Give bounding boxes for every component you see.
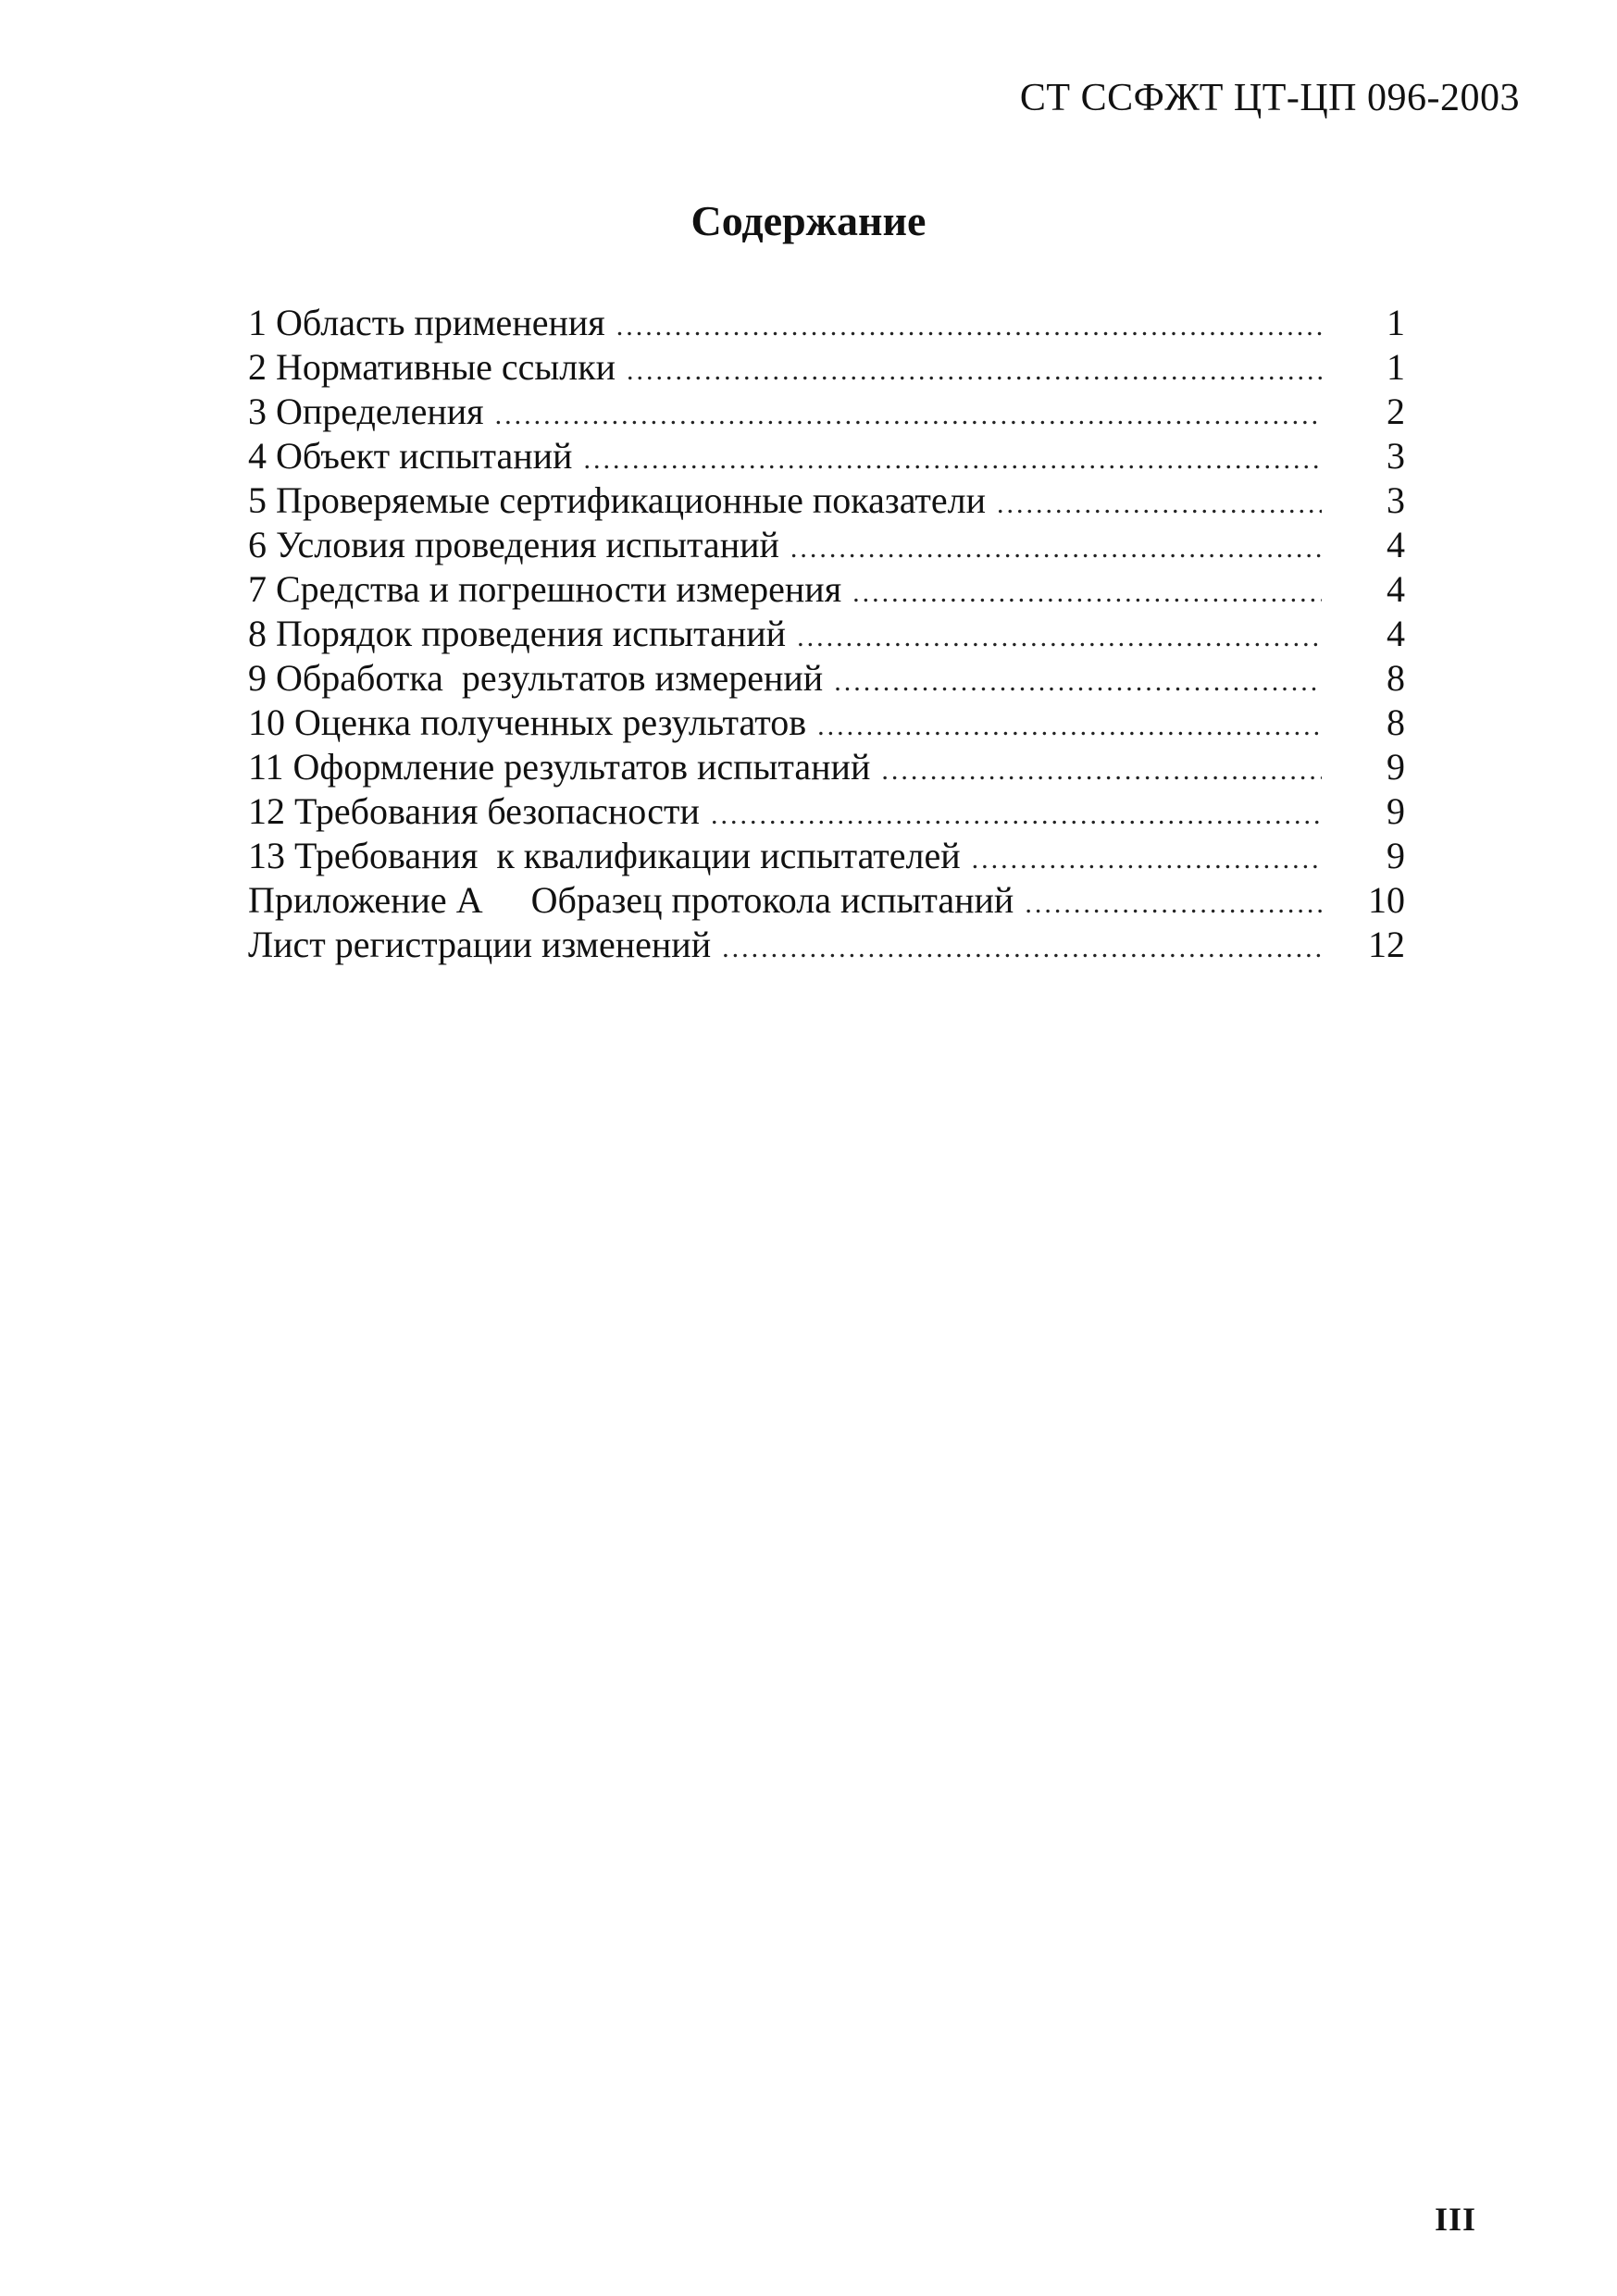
toc-entry-page: 1	[1387, 302, 1405, 343]
toc-leader-dots	[627, 349, 1322, 393]
toc-entry-page: 9	[1387, 790, 1405, 832]
toc-entry-label	[248, 878, 1025, 923]
toc-entry-label: 12 Требования безопасности	[248, 790, 700, 832]
toc-entry	[248, 567, 1405, 612]
table-of-contents	[248, 301, 1405, 967]
toc-entry-page: 2	[1387, 391, 1405, 432]
toc-leader-dots	[722, 926, 1322, 971]
toc-leader-dots	[881, 749, 1322, 793]
toc-entry-label: 11 Оформление результатов испытаний	[248, 746, 871, 788]
toc-entry	[248, 834, 1405, 878]
toc-entry	[248, 789, 1405, 834]
toc-entry	[248, 434, 1405, 478]
toc-leader-dots	[817, 704, 1322, 749]
toc-entry-page: 12	[1368, 924, 1405, 965]
toc-entry-page: 8	[1387, 657, 1405, 699]
toc-title: Содержание	[690, 197, 927, 244]
toc-leader-dots	[790, 527, 1322, 571]
toc-entry-page: 4	[1387, 568, 1405, 610]
toc-entry-label: 6 Условия проведения испытаний	[248, 524, 779, 565]
toc-leader-dots	[852, 571, 1322, 615]
toc-entry	[248, 301, 1405, 345]
toc-entry-label: 3 Определения	[248, 391, 484, 432]
toc-leader-dots	[583, 438, 1322, 482]
toc-leader-dots	[1025, 882, 1322, 926]
toc-entry-label: 7 Средства и погрешности измерения	[248, 568, 842, 610]
toc-entry	[248, 523, 1405, 567]
toc-entry-label: 4 Объект испытаний	[248, 435, 573, 477]
toc-leader-dots	[997, 482, 1322, 527]
toc-entry-page: 4	[1387, 613, 1405, 654]
toc-leader-dots	[495, 393, 1322, 438]
toc-entry-page: 1	[1387, 346, 1405, 388]
toc-leader-dots	[711, 793, 1322, 838]
appendix-id: Приложение А	[248, 879, 483, 921]
toc-entry	[248, 923, 1405, 967]
toc-entry-label: 1 Область применения	[248, 302, 605, 343]
toc-entry-label: 13 Требования к квалификации испытателей	[248, 835, 961, 876]
toc-entry-page: 9	[1387, 746, 1405, 788]
toc-entry	[248, 390, 1405, 434]
toc-entry	[248, 701, 1405, 745]
toc-entry-label: 9 Обработка результатов измерений	[248, 657, 824, 699]
toc-leader-dots	[834, 660, 1322, 704]
toc-entry-label: 2 Нормативные ссылки	[248, 346, 616, 388]
toc-entry-label: 8 Порядок проведения испытаний	[248, 613, 787, 654]
toc-entry	[248, 656, 1405, 701]
toc-entry-page: 8	[1387, 701, 1405, 743]
toc-entry-label: 5 Проверяемые сертификационные показатели	[248, 479, 987, 521]
toc-entry-page: 3	[1387, 435, 1405, 477]
toc-entry-page: 10	[1368, 879, 1405, 921]
toc-leader-dots	[797, 615, 1322, 660]
toc-entry	[248, 478, 1405, 523]
toc-entry	[248, 745, 1405, 789]
toc-entry	[248, 345, 1405, 390]
document-code: СТ ССФЖТ ЦТ-ЦП 096-2003	[1019, 77, 1520, 119]
toc-entry	[248, 612, 1405, 656]
toc-entry-appendix	[248, 878, 1405, 923]
toc-entry-page: 4	[1387, 524, 1405, 565]
appendix-title: Образец протокола испытаний	[530, 879, 1014, 921]
toc-entry-page: 3	[1387, 479, 1405, 521]
toc-entry-label: Лист регистрации изменений	[248, 924, 712, 965]
toc-entry-label: 10 Оценка полученных результатов	[248, 701, 807, 743]
page-number: III	[1434, 2201, 1476, 2238]
toc-leader-dots	[616, 304, 1322, 349]
toc-entry-page: 9	[1387, 835, 1405, 876]
toc-leader-dots	[972, 838, 1322, 882]
